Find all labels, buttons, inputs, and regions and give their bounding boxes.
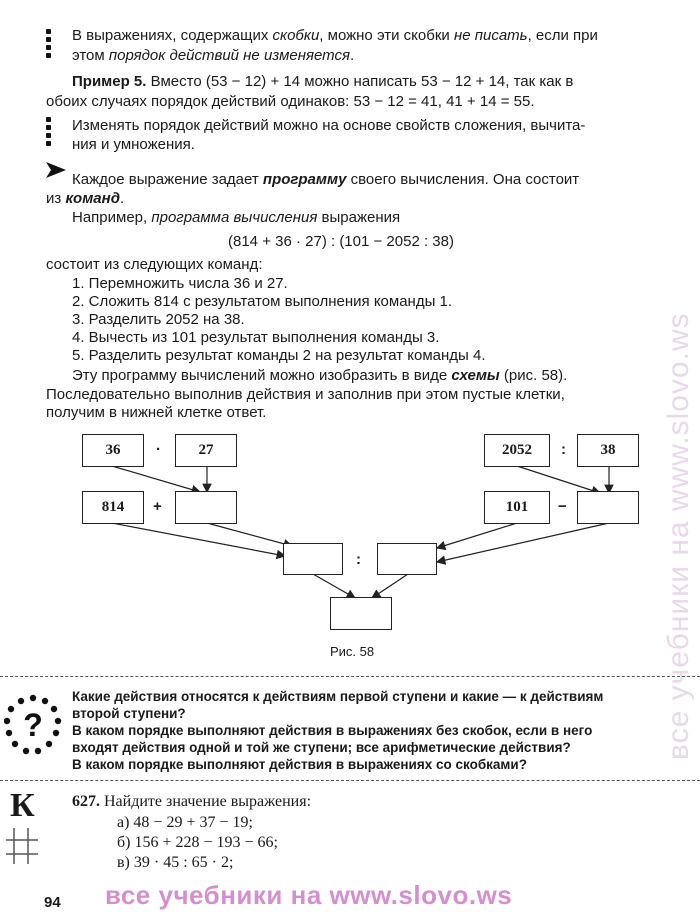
rule2-line2: ния и умножения. <box>72 136 195 153</box>
rule2-line1: Изменять порядок действий можно на основе свойств сложения, вычита- <box>72 117 586 134</box>
question-line: В каком порядке выполняют действия в выражениях со скобками? <box>72 757 527 772</box>
command-item: 3. Разделить 2052 на 38. <box>72 311 245 328</box>
scheme-op-minus: − <box>558 498 567 515</box>
k-mark: К <box>10 787 35 824</box>
scheme-box-empty <box>377 543 437 575</box>
rule1-line1: В выражениях, содержащих скобки, можно эти скобки не писать, если при <box>72 27 598 44</box>
page-number: 94 <box>44 894 61 911</box>
scheme-box-answer <box>330 597 392 630</box>
scheme-box-empty <box>577 491 639 524</box>
question-line: В каком порядке выполняют действия в выражениях без скобок, если в него <box>72 723 593 738</box>
command-item: 2. Сложить 814 с результатом выполнения команды 1. <box>72 293 453 310</box>
exercise-item: в) 39 · 45 : 65 · 2; <box>117 854 234 871</box>
scheme-op-plus: + <box>153 498 162 515</box>
question-line: входят действия одной и той же ступени; все арифметические действия? <box>72 740 571 755</box>
program-line7: получим в нижней клетке ответ. <box>46 404 267 421</box>
scheme-box-101: 101 <box>484 491 550 524</box>
program-expression: (814 + 36 · 27) : (101 − 2052 : 38) <box>228 233 454 250</box>
program-line1: Каждое выражение задает программу своего вычисления. Она состоит <box>72 171 580 188</box>
rule1-line2: этом порядок действий не изменяется. <box>72 47 355 64</box>
program-line5: Эту программу вычислений можно изобразить в виде схемы (рис. 58). <box>72 367 568 384</box>
scheme-box-27: 27 <box>175 434 237 467</box>
divider <box>0 780 700 781</box>
command-item: 1. Перемножить числа 36 и 27. <box>72 275 288 292</box>
program-line4: состоит из следующих команд: <box>46 256 263 273</box>
watermark-bottom: все учебники на www.slovo.ws <box>105 880 513 910</box>
exercise-item: а) 48 − 29 + 37 − 19; <box>117 814 253 831</box>
scheme-box-36: 36 <box>82 434 144 467</box>
scheme-box-empty <box>175 491 237 524</box>
command-item: 4. Вычесть из 101 результат выполнения команды 3. <box>72 329 440 346</box>
scheme-op-divide: : <box>356 551 361 568</box>
watermark-vertical: все учебники на www.slovo.ws <box>662 312 695 760</box>
example5-line1: Пример 5. Вместо (53 − 12) + 14 можно написать 53 − 12 + 14, так как в <box>72 73 574 90</box>
figure-caption: Рис. 58 <box>330 644 375 659</box>
grid-mark-icon <box>4 826 40 866</box>
question-icon <box>4 694 62 756</box>
command-item: 5. Разделить результат команды 2 на результат команды 4. <box>72 347 486 364</box>
program-line2: из команд. <box>46 190 125 207</box>
example5-line2: обоих случаях порядок действий одинаков: 53 − 12 = 41, 41 + 14 = 55. <box>46 93 535 110</box>
scheme-box-38: 38 <box>577 434 639 467</box>
program-line6: Последовательно выполнив действия и заполнив при этом пустые клетки, <box>46 386 565 403</box>
question-line: Какие действия относятся к действиям первой ступени и какие — к действиям <box>72 689 604 704</box>
program-line3: Например, программа вычисления выражения <box>72 209 401 226</box>
scheme-op-multiply: · <box>156 441 161 458</box>
exercise-item: б) 156 + 228 − 193 − 66; <box>117 834 278 851</box>
scheme-box-2052: 2052 <box>484 434 550 467</box>
exercise-title: 627. Найдите значение выражения: <box>72 793 312 810</box>
question-line: второй ступени? <box>72 706 186 721</box>
svg-text:?: ? <box>23 707 43 743</box>
scheme-box-814: 814 <box>82 491 144 524</box>
scheme-box-empty <box>283 543 343 575</box>
scheme-op-divide: : <box>561 441 566 458</box>
divider <box>0 676 700 677</box>
